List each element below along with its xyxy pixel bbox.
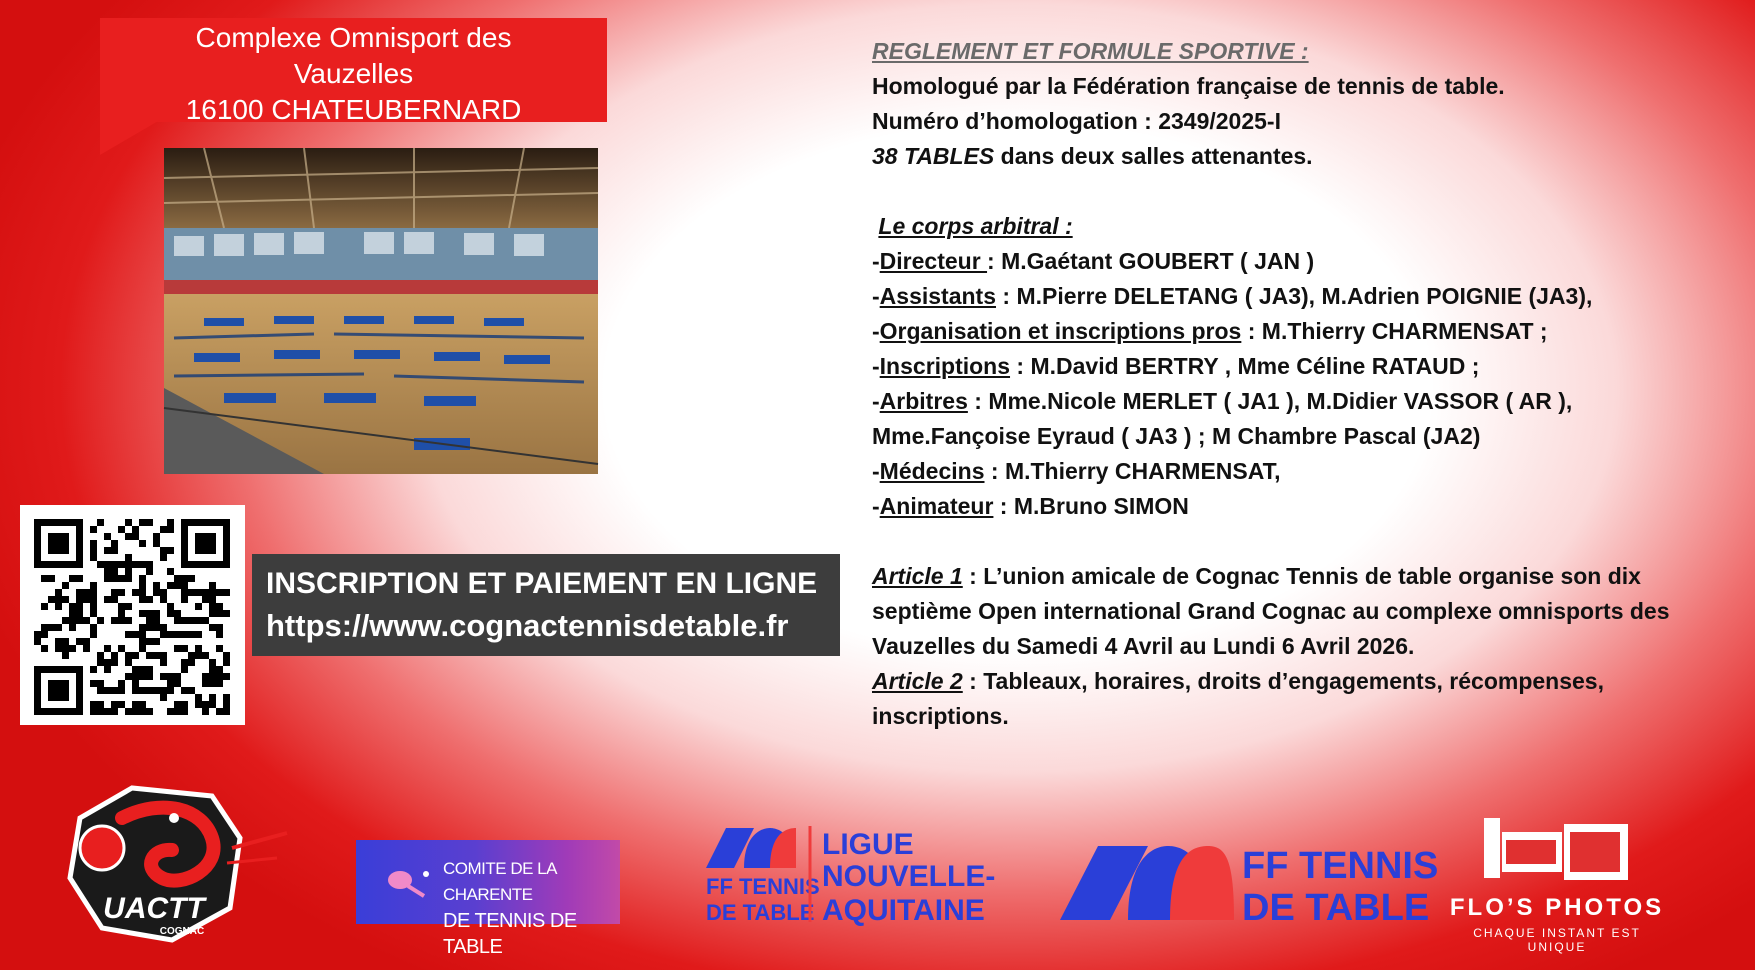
- article-1-cont: septième Open international Grand Cognac au complexe omnisports des: [872, 598, 1670, 624]
- ligue-ff-line1: FF TENNIS: [706, 874, 820, 899]
- staff-line: -Organisation et inscriptions pros : M.Thierry CHARMENSAT ;: [872, 318, 1548, 344]
- uactt-sub: COGNAC: [159, 926, 205, 937]
- qr-code-icon[interactable]: [20, 505, 245, 725]
- staff-line: -Médecins : M.Thierry CHARMENSAT,: [872, 458, 1281, 484]
- comite-line-1: COMITE DE LA CHARENTE: [443, 859, 557, 904]
- article-2: Article 2 : Tableaux, horaires, droits d’engagements, récompenses,: [872, 668, 1604, 694]
- venue-line: Complexe Omnisport des: [195, 22, 512, 53]
- article-1-cont: Vauzelles du Samedi 4 Avril au Lundi 6 Avril 2026.: [872, 633, 1415, 659]
- ligue-line1: LIGUE: [822, 828, 914, 861]
- ligue-nouvelle-aquitaine-logo: [704, 824, 1004, 927]
- staff-line-cont: Mme.Fançoise Eyraud ( JA3 ) ; M Chambre Pascal (JA2): [872, 423, 1481, 449]
- venue-banner: [100, 18, 607, 125]
- staff-line: -Arbitres : Mme.Nicole MERLET ( JA1 ), M.Didier VASSOR ( AR ),: [872, 388, 1573, 414]
- homologation-number: Numéro d’homologation : 2349/2025-I: [872, 108, 1281, 134]
- staff-line: -Directeur : M.Gaétant GOUBERT ( JAN ): [872, 248, 1315, 274]
- ff-line1: FF TENNIS: [1242, 845, 1439, 887]
- flos-photos-tagline: CHAQUE INSTANT EST UNIQUE: [1473, 926, 1641, 954]
- ff-line2: DE TABLE: [1242, 887, 1430, 929]
- comite-charente-logo: [356, 840, 620, 958]
- ligue-ff-line2: DE TABLE: [706, 900, 815, 925]
- flos-photos-title: FLO’S PHOTOS: [1449, 894, 1665, 921]
- tables-info: 38 TABLES dans deux salles attenantes.: [872, 143, 1313, 169]
- flos-photos-logo: [1446, 810, 1668, 954]
- venue-line: 16100 CHATEUBERNARD: [185, 94, 522, 125]
- rules-heading: REGLEMENT ET FORMULE SPORTIVE :: [872, 38, 1309, 64]
- rules-section: [872, 34, 1752, 734]
- uactt-logo: [62, 778, 292, 946]
- venue-line: Vauzelles: [293, 58, 414, 89]
- staff-line: -Assistants : M.Pierre DELETANG ( JA3), M.Adrien POIGNIE (JA3),: [872, 283, 1593, 309]
- arbitral-heading: Le corps arbitral :: [878, 213, 1073, 239]
- homologation-text: Homologué par la Fédération française de tennis de table.: [872, 73, 1505, 99]
- venue-banner-tail: [100, 120, 160, 155]
- article-2-cont: inscriptions.: [872, 703, 1009, 729]
- ff-tennis-de-table-logo: [1058, 840, 1439, 929]
- staff-line: -Inscriptions : M.David BERTRY , Mme Céline RATAUD ;: [872, 353, 1480, 379]
- ligue-line3: AQUITAINE: [822, 894, 985, 927]
- website-link[interactable]: https://www.cognactennisdetable.fr: [266, 608, 789, 643]
- ligue-line2: NOUVELLE-: [822, 860, 996, 893]
- uactt-text: UACTT: [103, 892, 205, 925]
- sports-hall-photo: [164, 148, 598, 474]
- table-tennis-icon: [380, 862, 436, 902]
- comite-line-2: DE TENNIS DE TABLE: [443, 910, 577, 958]
- staff-line: -Animateur : M.Bruno SIMON: [872, 493, 1189, 519]
- online-registration-box: [252, 554, 840, 656]
- camera-lens-icon: [1476, 810, 1636, 890]
- article-1: Article 1 : L’union amicale de Cognac Tennis de table organise son dix: [872, 563, 1641, 589]
- online-registration-title: INSCRIPTION ET PAIEMENT EN LIGNE: [266, 567, 818, 600]
